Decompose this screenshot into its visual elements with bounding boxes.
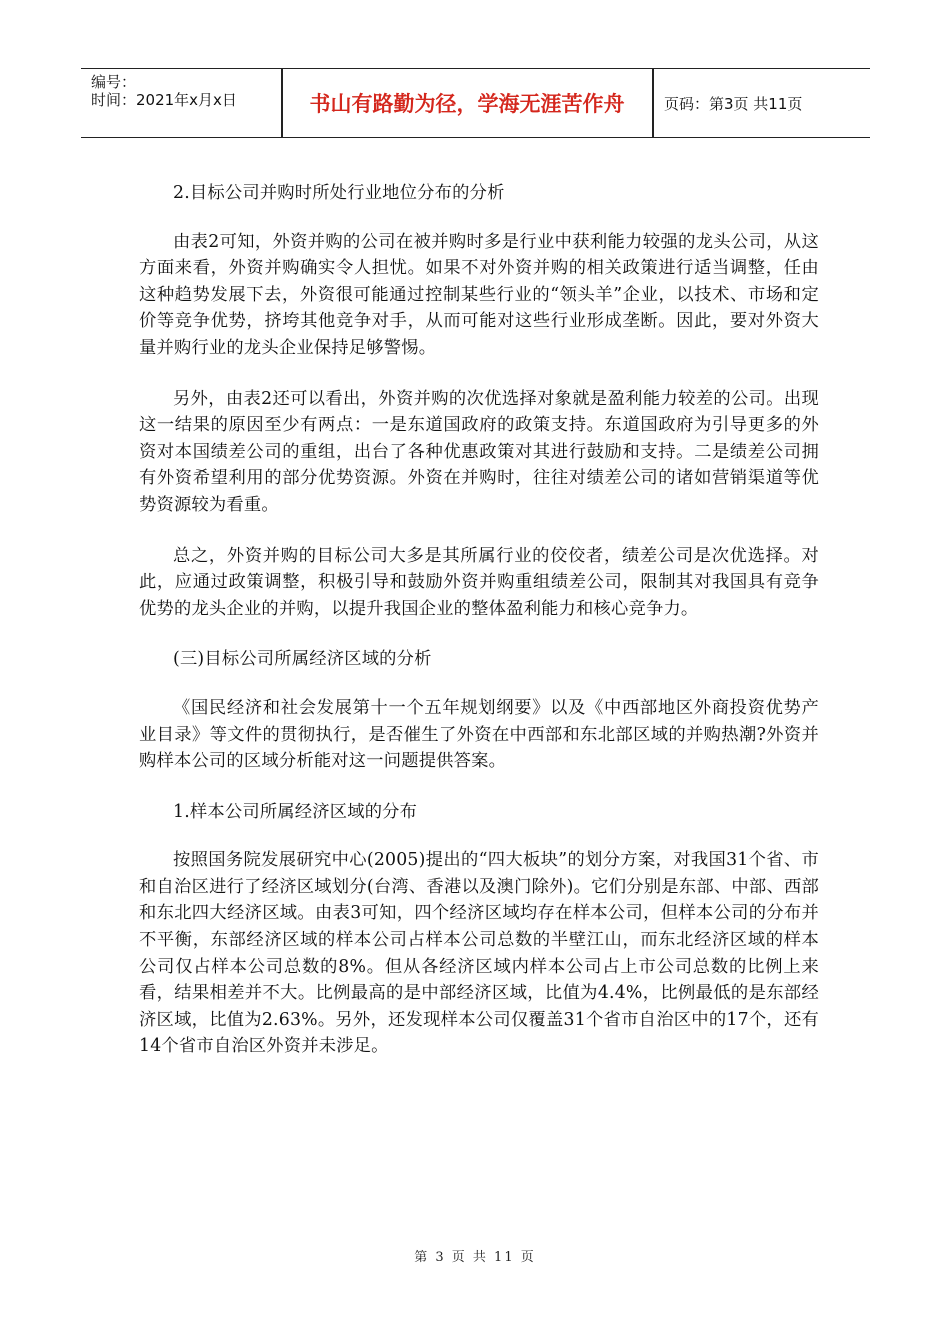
date-label: 时间：2021年x月x日 [91, 91, 237, 109]
header-divider [652, 69, 654, 137]
body-paragraph: 由表2可知，外资并购的公司在被并购时多是行业中获利能力较强的龙头公司，从这方面来看，外资并购确实令人担忧。如果不对外资并购的相关政策进行适当调整，任由这种趋势发展下去，外资很可能通过控制某些行业的“领头羊”企业，以技术、市场和定价等竞争优势，挤垮其他竞争对手，从而可能对这些行业形成垄断。因此，要对外资大量并购行业的龙头企业保持足够警惕。 [139, 231, 819, 358]
page-footer: 第 3 页 共 11 页 [414, 1250, 536, 1265]
document-body [139, 180, 819, 1084]
body-paragraph: 按照国务院发展研究中心(2005)提出的“四大板块”的划分方案，对我国31个省、市和自治区进行了经济区域划分(台湾、香港以及澳门除外)。它们分别是东部、中部、西部和东北四大经济区域。由表3可知，四个经济区域均存在样本公司，但样本公司的分布并不平衡，东部经济区域的样本公司占样本公司总数的半壁江山，而东北经济区域的样本公司仅占样本公司总数的8%。但从各经济区域内样本公司占上市公司总数的比例上来看，结果相差并不大。比例最高的是中部经济区域，比值为4.4%，比例最低的是东部经济区域，比值为2.63%。另外，还发现样本公司仅覆盖31个省市自治区中的17个，还有14个省市自治区外资并未涉足。 [139, 850, 819, 1057]
page-header [81, 68, 870, 138]
section-heading: 1.样本公司所属经济区域的分布 [173, 801, 418, 822]
section-heading: (三)目标公司所属经济区域的分析 [173, 649, 432, 670]
header-meta [81, 69, 281, 137]
body-paragraph: 另外，由表2还可以看出，外资并购的次优选择对象就是盈利能力较差的公司。出现这一结果的原因至少有两点：一是东道国政府的政策支持。东道国政府为引导更多的外资对本国绩差公司的重组，出台了各种优惠政策对其进行鼓励和支持。二是绩差公司拥有外资希望利用的部分优势资源。外资在并购时，往往对绩差公司的诸如营销渠道等优势资源较为看重。 [139, 388, 819, 515]
body-paragraph: 《国民经济和社会发展第十一个五年规划纲要》以及《中西部地区外商投资优势产业目录》等文件的贯彻执行，是否催生了外资在中西部和东北部区域的并购热潮?外资并购样本公司的区域分析能对这一问题提供答案。 [139, 697, 819, 772]
header-motto: 书山有路勤为径，学海无涯苦作舟 [309, 92, 625, 116]
section-heading: 2.目标公司并购时所处行业地位分布的分析 [173, 183, 505, 203]
body-paragraph: 总之，外资并购的目标公司大多是其所属行业的佼佼者，绩差公司是次优选择。对此，应通过政策调整，积极引导和鼓励外资并购重组绩差公司，限制其对我国具有竞争优势的龙头企业的并购，以提升我国企业的整体盈利能力和核心竞争力。 [139, 545, 819, 619]
serial-number-label: 编号： [91, 73, 137, 91]
header-page-info: 页码：第3页 共11页 [664, 94, 803, 113]
